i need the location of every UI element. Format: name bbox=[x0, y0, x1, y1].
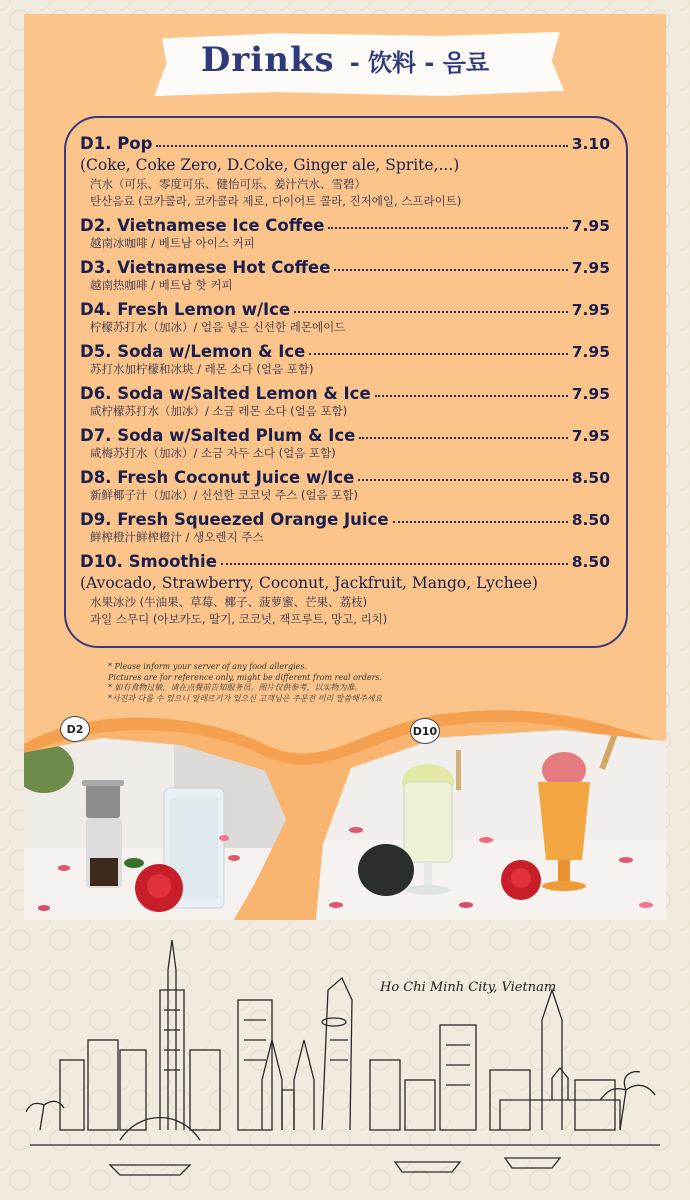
item-price: 7.95 bbox=[571, 259, 610, 277]
menu-item-d6 bbox=[80, 378, 610, 420]
drinks-list bbox=[80, 128, 610, 628]
item-description: 咸梅苏打水（加冰）/ 소금 자두 소다 (얼음 포함) bbox=[90, 446, 336, 460]
item-description: 苏打水加柠檬和冰块 / 레몬 소다 (얼음 포함) bbox=[90, 362, 314, 376]
dot-leader bbox=[328, 227, 567, 229]
item-name: D5. Soda w/Lemon & Ice bbox=[80, 342, 306, 361]
photo-d2 bbox=[24, 738, 286, 920]
item-description-ko: 탄산음료 (코카콜라, 코카콜라 제로, 다이어트 콜라, 진저에일, 스프라이트) bbox=[90, 194, 462, 208]
item-name: D8. Fresh Coconut Juice w/Ice bbox=[80, 468, 355, 487]
saigon-skyline-illustration bbox=[0, 930, 690, 1200]
item-name: D4. Fresh Lemon w/Ice bbox=[80, 300, 291, 319]
item-price: 3.10 bbox=[571, 135, 610, 153]
title-translations: - 饮料 - 음료 bbox=[349, 49, 490, 77]
item-description: 柠檬苏打水（加冰）/ 얼음 넣은 신선한 레몬에이드 bbox=[90, 320, 346, 334]
dot-leader bbox=[309, 353, 567, 355]
page-title bbox=[0, 40, 690, 80]
dot-leader bbox=[393, 521, 568, 523]
item-price: 7.95 bbox=[571, 427, 610, 445]
menu-item-d9 bbox=[80, 504, 610, 546]
item-price: 8.50 bbox=[571, 511, 610, 529]
menu-item-d4 bbox=[80, 294, 610, 336]
note-korean: *사진과 다를 수 있으니 알레르기가 있으신 고객님은 주문전 미리 말씀해주세요 bbox=[108, 693, 383, 703]
item-description: 越南冰咖啡 / 베트남 아이스 커피 bbox=[90, 236, 255, 250]
note-chinese: * 如有食物过敏，请在点餐前告知服务员。图片仅供参考，以实物为准。 bbox=[108, 683, 363, 692]
disclaimer-notes bbox=[108, 662, 382, 704]
note-pictures: Pictures are for reference only, might be different from real orders. bbox=[108, 672, 383, 682]
item-description-zh: 水果冰沙 (牛油果、草莓、椰子、菠萝蜜、芒果、荔枝) bbox=[90, 595, 368, 609]
item-description-zh: 汽水（可乐、零度可乐、健怡可乐、姜汁汽水、雪碧） bbox=[90, 177, 366, 191]
dot-leader bbox=[375, 395, 568, 397]
dot-leader bbox=[221, 563, 568, 565]
tag-d2-label: D2 bbox=[66, 722, 84, 736]
menu-item-d2 bbox=[80, 210, 610, 252]
dot-leader bbox=[294, 311, 568, 313]
item-description: 鲜榨橙汁鲜榨橙汁 / 생오렌지 주스 bbox=[90, 530, 264, 544]
menu-item-d8 bbox=[80, 462, 610, 504]
item-price: 7.95 bbox=[571, 385, 610, 403]
menu-item-d5 bbox=[80, 336, 610, 378]
dot-leader bbox=[359, 437, 567, 439]
item-name: D2. Vietnamese Ice Coffee bbox=[80, 216, 325, 235]
tag-d10 bbox=[410, 718, 440, 744]
item-name: D7. Soda w/Salted Plum & Ice bbox=[80, 426, 356, 445]
item-description-ko: 과일 스무디 (아보카도, 딸기, 코코넛, 잭프루트, 망고, 리치) bbox=[90, 612, 388, 626]
item-price: 7.95 bbox=[571, 301, 610, 319]
item-name: D1. Pop bbox=[80, 134, 153, 153]
item-description: 新鲜椰子汁（加冰）/ 신선한 코코넛 주스 (얼음 포함) bbox=[90, 488, 358, 502]
city-caption: Ho Chi Minh City, Vietnam bbox=[380, 980, 557, 995]
tag-d2 bbox=[60, 716, 90, 742]
item-description-en: (Coke, Coke Zero, D.Coke, Ginger ale, Sprite,...) bbox=[80, 156, 460, 174]
dot-leader bbox=[334, 269, 567, 271]
item-description: 越南热咖啡 / 베트남 핫 커피 bbox=[90, 278, 233, 292]
note-allergy: * Please inform your server of any food allergies. bbox=[108, 662, 308, 671]
item-name: D9. Fresh Squeezed Orange Juice bbox=[80, 510, 389, 529]
item-name: D6. Soda w/Salted Lemon & Ice bbox=[80, 384, 371, 403]
item-name: D10. Smoothie bbox=[80, 552, 217, 571]
item-description-en: (Avocado, Strawberry, Coconut, Jackfruit, Mango, Lychee) bbox=[80, 574, 538, 592]
dot-leader bbox=[358, 479, 567, 481]
item-price: 8.50 bbox=[571, 553, 610, 571]
menu-item-d1 bbox=[80, 128, 610, 210]
item-price: 7.95 bbox=[571, 217, 610, 235]
item-price: 7.95 bbox=[571, 343, 610, 361]
item-price: 8.50 bbox=[571, 469, 610, 487]
menu-item-d7 bbox=[80, 420, 610, 462]
item-description: 咸柠檬苏打水（加冰）/ 소금 레몬 소다 (얼음 포함) bbox=[90, 404, 348, 418]
menu-item-d3 bbox=[80, 252, 610, 294]
menu-item-d10 bbox=[80, 546, 610, 628]
item-name: D3. Vietnamese Hot Coffee bbox=[80, 258, 331, 277]
tag-d10-label: D10 bbox=[412, 724, 438, 738]
title-english: Drinks bbox=[200, 40, 335, 80]
dot-leader bbox=[156, 145, 567, 147]
